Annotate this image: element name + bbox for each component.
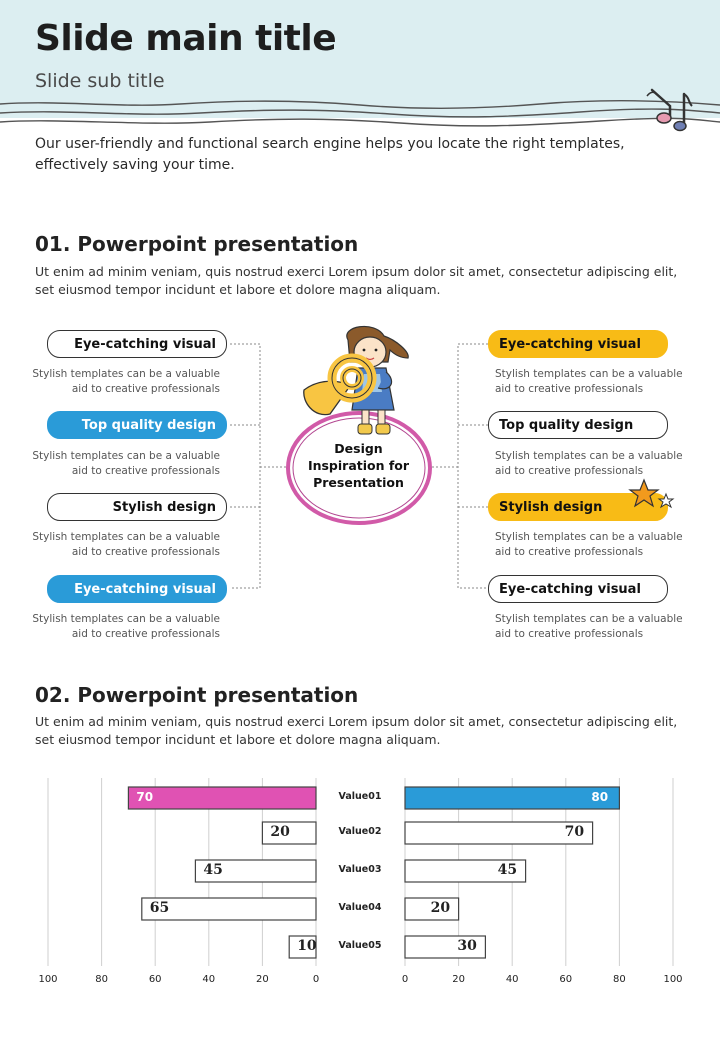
tick-right-4: 80 xyxy=(613,974,626,985)
tick-right-1: 20 xyxy=(452,974,465,985)
bar-left-value-1: 70 xyxy=(136,790,154,804)
bar-right-value-3: 45 xyxy=(497,862,518,878)
category-label-4: Value04 xyxy=(338,902,382,913)
bar-right-value-4: 20 xyxy=(430,900,451,916)
bar-left-value-5: 10 xyxy=(297,938,317,954)
left-pill-1-desc: Stylish templates can be a valuable aid to creative professionals xyxy=(32,368,220,395)
left-pill-4-desc: Stylish templates can be a valuable aid to creative professionals xyxy=(32,613,220,640)
right-pill-4[interactable]: Eye-catching visual xyxy=(488,575,668,603)
left-pill-3[interactable]: Stylish design xyxy=(47,493,227,521)
right-pill-2[interactable]: Top quality design xyxy=(488,411,668,439)
tick-left-2: 60 xyxy=(148,974,162,985)
center-hub-label: Design Inspiration for Presentation xyxy=(307,440,410,490)
star-icon xyxy=(628,478,676,514)
header-wavy-lines xyxy=(0,96,720,128)
intro-text: Our user-friendly and functional search engine helps you locate the right templates, effectively saving your time. xyxy=(35,136,625,173)
right-pill-2-desc: Stylish templates can be a valuable aid to creative professionals xyxy=(495,450,683,477)
bar-right-value-1: 80 xyxy=(591,790,609,804)
left-pill-1[interactable]: Eye-catching visual xyxy=(47,330,227,358)
tick-left-0: 100 xyxy=(38,974,58,985)
bar-right-1 xyxy=(405,787,619,809)
page-subtitle: Slide sub title xyxy=(35,70,165,92)
section2-title: 02. Powerpoint presentation xyxy=(35,683,359,707)
bar-left-value-3: 45 xyxy=(203,862,223,878)
category-label-1: Value01 xyxy=(338,791,382,802)
right-pill-1[interactable]: Eye-catching visual xyxy=(488,330,668,358)
center-hub xyxy=(286,410,431,520)
tick-left-4: 20 xyxy=(256,974,269,985)
bar-right-value-5: 30 xyxy=(457,938,477,954)
tick-left-1: 80 xyxy=(95,974,108,985)
bar-left-value-4: 65 xyxy=(149,900,170,916)
page-title: Slide main title xyxy=(35,18,337,59)
left-pill-2-desc: Stylish templates can be a valuable aid to creative professionals xyxy=(32,450,220,477)
bar-right-value-2: 70 xyxy=(564,824,585,840)
tick-left-5: 0 xyxy=(312,974,320,985)
tick-right-5: 100 xyxy=(663,974,683,985)
left-pill-4[interactable]: Eye-catching visual xyxy=(47,575,227,603)
section1-title: 01. Powerpoint presentation xyxy=(35,232,359,256)
right-pill-3-desc: Stylish templates can be a valuable aid to creative professionals xyxy=(495,531,683,558)
bar-left-value-2: 20 xyxy=(270,824,290,840)
tick-left-3: 40 xyxy=(202,974,216,985)
category-label-2: Value02 xyxy=(338,826,382,837)
right-pill-4-desc: Stylish templates can be a valuable aid to creative professionals xyxy=(495,613,683,640)
tick-right-3: 60 xyxy=(559,974,573,985)
section1-desc: Ut enim ad minim veniam, quis nostrud exerci Lorem ipsum dolor sit amet, consectetur adipiscing elit, set eiusmod tempor incidunt et labore et dolore magna aliquam. xyxy=(35,264,678,297)
tick-right-2: 40 xyxy=(505,974,519,985)
tick-right-0: 0 xyxy=(401,974,409,985)
music-note-icon xyxy=(644,86,696,138)
section2-desc: Ut enim ad minim veniam, quis nostrud exerci Lorem ipsum dolor sit amet, consectetur adipiscing elit, set eiusmod tempor incidunt et labore et dolore magna aliquam. xyxy=(35,714,678,747)
right-pill-3[interactable]: Stylish design xyxy=(488,493,668,521)
category-label-3: Value03 xyxy=(338,864,382,875)
left-pill-2[interactable]: Top quality design xyxy=(47,411,227,439)
right-pill-1-desc: Stylish templates can be a valuable aid to creative professionals xyxy=(495,368,683,395)
left-pill-3-desc: Stylish templates can be a valuable aid to creative professionals xyxy=(32,531,220,558)
category-label-5: Value05 xyxy=(338,940,382,951)
bar-left-1 xyxy=(128,787,316,809)
